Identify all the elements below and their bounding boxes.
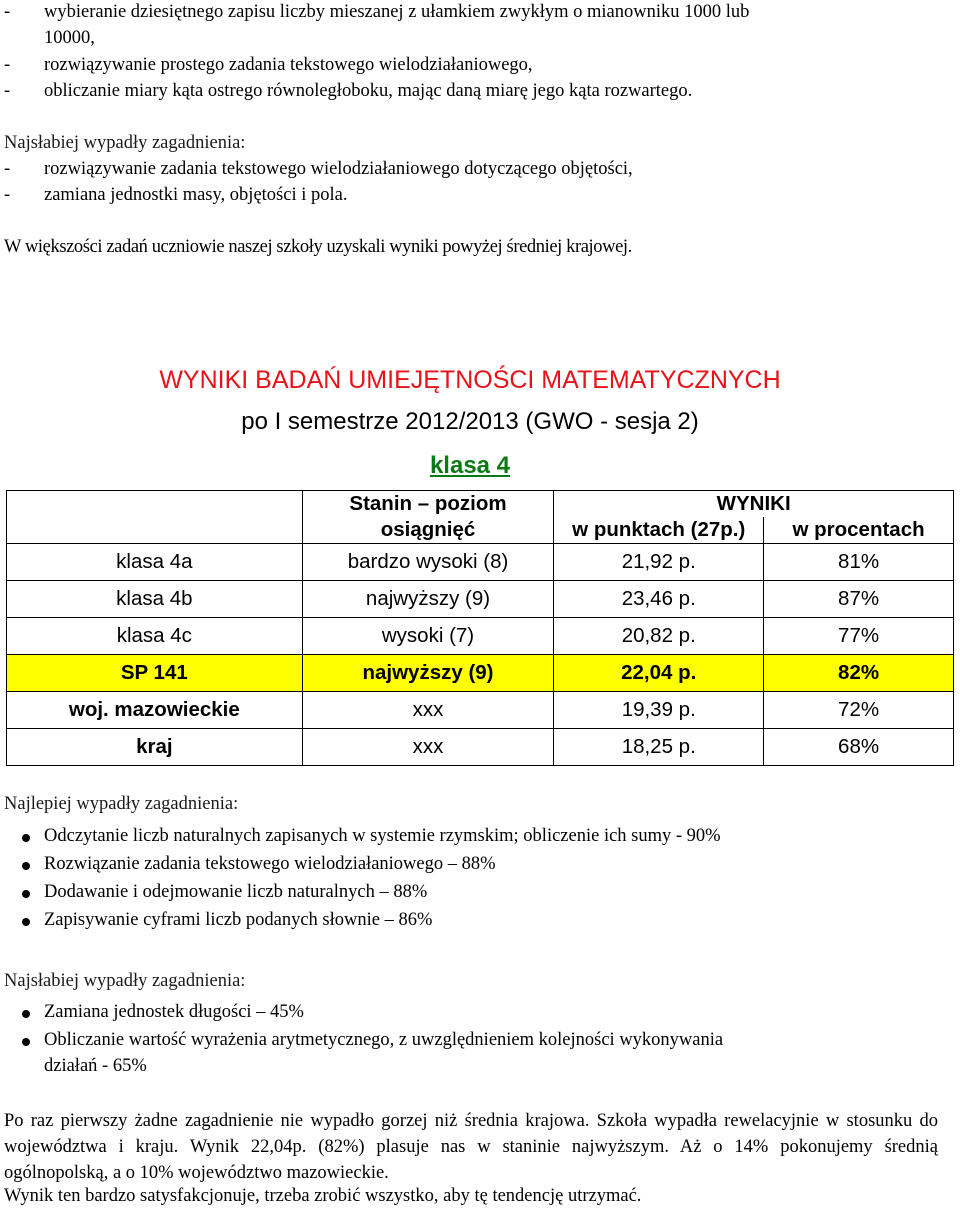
row-name: kraj [7, 729, 303, 766]
row-stanin: najwyższy (9) [302, 655, 554, 692]
class-label: klasa 4 [429, 452, 511, 479]
row-percent: 72% [764, 692, 954, 729]
list-item: - zamiana jednostki masy, objętości i pola. [4, 185, 348, 205]
row-name: klasa 4c [7, 618, 303, 655]
weak-topics-heading-2: Najsłabiej wypadły zagadnienia: [4, 971, 246, 991]
table-row [7, 544, 954, 581]
row-percent: 68% [764, 729, 954, 766]
row-stanin: najwyższy (9) [302, 581, 554, 618]
row-stanin: bardzo wysoki (8) [302, 544, 554, 581]
list-item-continuation: 10000, [44, 28, 95, 48]
best-topics-heading: Najlepiej wypadły zagadnienia: [4, 794, 239, 814]
closing-last-line: Wynik ten bardzo satysfakcjonuje, trzeba zrobić wszystko, aby tę tendencję utrzymać. [4, 1186, 642, 1206]
table-row [7, 692, 954, 729]
row-name: SP 141 [7, 655, 303, 692]
list-item: - rozwiązywanie prostego zadania tekstowego wielodziałaniowego, [4, 55, 533, 75]
weak-topics-heading: Najsłabiej wypadły zagadnienia: [4, 133, 246, 153]
bullet-icon [22, 890, 30, 898]
results-table [6, 490, 954, 766]
row-name: klasa 4a [7, 544, 303, 581]
page-title: WYNIKI BADAŃ UMIEJĘTNOŚCI MATEMATYCZNYCH [159, 366, 781, 394]
header-stanin-line2: osiągnięć [302, 517, 554, 544]
page-subtitle: po I semestrze 2012/2013 (GWO - sesja 2) [241, 408, 699, 435]
bullet-icon [22, 918, 30, 926]
summary-text: W większości zadań uczniowie naszej szkoły uzyskali wyniki powyżej średniej krajowej. [4, 237, 632, 257]
bullet-item-continuation: działań - 65% [44, 1056, 147, 1076]
table-row [7, 581, 954, 618]
bullet-icon [22, 1010, 30, 1018]
row-stanin: xxx [302, 692, 554, 729]
row-points: 20,82 p. [554, 618, 764, 655]
table-corner [7, 491, 303, 544]
row-percent: 87% [764, 581, 954, 618]
bullet-icon [22, 834, 30, 842]
row-stanin: xxx [302, 729, 554, 766]
bullet-icon [22, 862, 30, 870]
list-item: - rozwiązywanie zadania tekstowego wielodziałaniowego dotyczącego objętości, [4, 159, 633, 179]
list-item: - wybieranie dziesiętnego zapisu liczby mieszanej z ułamkiem zwykłym o mianowniku 1000 lub [4, 2, 750, 22]
header-points: w punktach (27p.) [554, 517, 764, 544]
table-row-highlighted [7, 655, 954, 692]
table-row [7, 618, 954, 655]
list-item: - obliczanie miary kąta ostrego równoległoboku, mając daną miarę jego kąta rozwartego. [4, 81, 693, 101]
header-percent: w procentach [764, 517, 954, 544]
row-stanin: wysoki (7) [302, 618, 554, 655]
header-stanin: Stanin – poziom [302, 491, 554, 518]
header-wyniki: WYNIKI [554, 491, 954, 518]
row-percent: 82% [764, 655, 954, 692]
row-percent: 81% [764, 544, 954, 581]
closing-paragraph: Po raz pierwszy żadne zagadnienie nie wypadło gorzej niż średnia krajowa. Szkoła wypadła rewelacyjnie w stosunku do województwa i kraju. Wynik 22,04p. (82%) plasuje nas w staninie najwyższym. Aż o 14% pokonujemy średnią ogólnopolską, a o 10% województwo mazowieckie. [4, 1111, 938, 1183]
row-name: klasa 4b [7, 581, 303, 618]
row-points: 21,92 p. [554, 544, 764, 581]
row-points: 19,39 p. [554, 692, 764, 729]
row-points: 22,04 p. [554, 655, 764, 692]
bullet-icon [22, 1038, 30, 1046]
row-percent: 77% [764, 618, 954, 655]
table-row [7, 729, 954, 766]
row-points: 18,25 p. [554, 729, 764, 766]
row-points: 23,46 p. [554, 581, 764, 618]
row-name: woj. mazowieckie [7, 692, 303, 729]
